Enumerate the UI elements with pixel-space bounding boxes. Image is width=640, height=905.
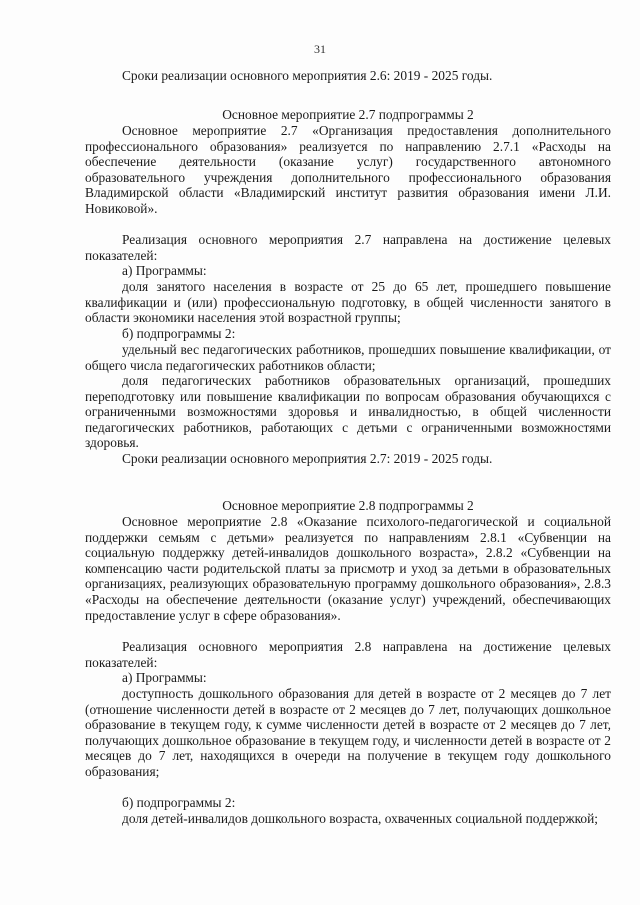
programme-label-2-7: а) Программы:: [122, 263, 207, 278]
description-2-7: Основное мероприятие 2.7 «Организация предоставления дополнительного профессионального образования» реализуется по направлению 2.7.1 «Расходы на обеспечение деятельности (оказание услуг) государственного автономного образовательного учреждения дополнительного профессионального образования Владимирской области «Владимирский институт развития образования имени Л.И. Новиковой».: [85, 123, 611, 216]
subprogramme-label-2-7: б) подпрограммы 2:: [122, 326, 236, 341]
subprogramme-indicator-2-7-1: удельный вес педагогических работников, прошедших повышение квалификации, от общего числа педагогических работников области;: [85, 342, 611, 373]
programme-label-2-8: а) Программы:: [122, 670, 207, 685]
programme-indicator-2-7: доля занятого населения в возрасте от 25 до 65 лет, прошедшего повышение квалификации и (или) профессиональную подготовку, в общей численности занятого в области экономики населения этой возрастной группы;: [85, 279, 611, 326]
heading-2-8: Основное мероприятие 2.8 подпрограммы 2: [222, 498, 474, 513]
subprogramme-indicator-2-7-2: доля педагогических работников образовательных организаций, прошедших переподготовку или повышение квалификации по вопросам образования обучающихся с ограниченными возможностями здоровья и инвалидностью, в общей численности педагогических работников, работающих с детьми с ограниченными возможностями здоровья.: [85, 373, 611, 451]
page-number: 31: [314, 42, 326, 56]
aim-intro-2-7: Реализация основного мероприятия 2.7 направлена на достижение целевых показателей:: [85, 232, 611, 263]
aim-intro-2-8: Реализация основного мероприятия 2.8 направлена на достижение целевых показателей:: [85, 639, 611, 670]
terms-2-7: Сроки реализации основного мероприятия 2.7: 2019 - 2025 годы.: [122, 451, 493, 466]
heading-2-7: Основное мероприятие 2.7 подпрограммы 2: [222, 107, 474, 122]
programme-indicator-2-8: доступность дошкольного образования для детей в возрасте от 2 месяцев до 7 лет (отношение численности детей в возрасте от 2 месяцев до 7 лет, получающих дошкольное образование в текущем году, к сумме численности детей в возрасте от 2 месяцев до 7 лет, получающих дошкольное образование в текущем году, и численности детей в возрасте от 2 месяцев до 7 лет, находящихся в очереди на получение в текущем году дошкольного образования;: [85, 686, 611, 779]
terms-2-6: Сроки реализации основного мероприятия 2.6: 2019 - 2025 годы.: [122, 68, 493, 83]
subprogramme-indicator-2-8-1: доля детей-инвалидов дошкольного возраста, охваченных социальной поддержкой;: [122, 811, 598, 826]
description-2-8: Основное мероприятие 2.8 «Оказание психолого-педагогической и социальной поддержки семьям с детьми» реализуется по направлениям 2.8.1 «Субвенции на социальную поддержку детей-инвалидов дошкольного возраста», 2.8.2 «Субвенции на компенсацию части родительской платы за присмотр и уход за детьми в образовательных организациях, реализующих образовательную программу дошкольного образования», 2.8.3 «Расходы на обеспечение деятельности (оказание услуг) учреждений, обеспечивающих предоставление услуг в сфере образования».: [85, 514, 611, 623]
subprogramme-label-2-8: б) подпрограммы 2:: [122, 795, 236, 810]
